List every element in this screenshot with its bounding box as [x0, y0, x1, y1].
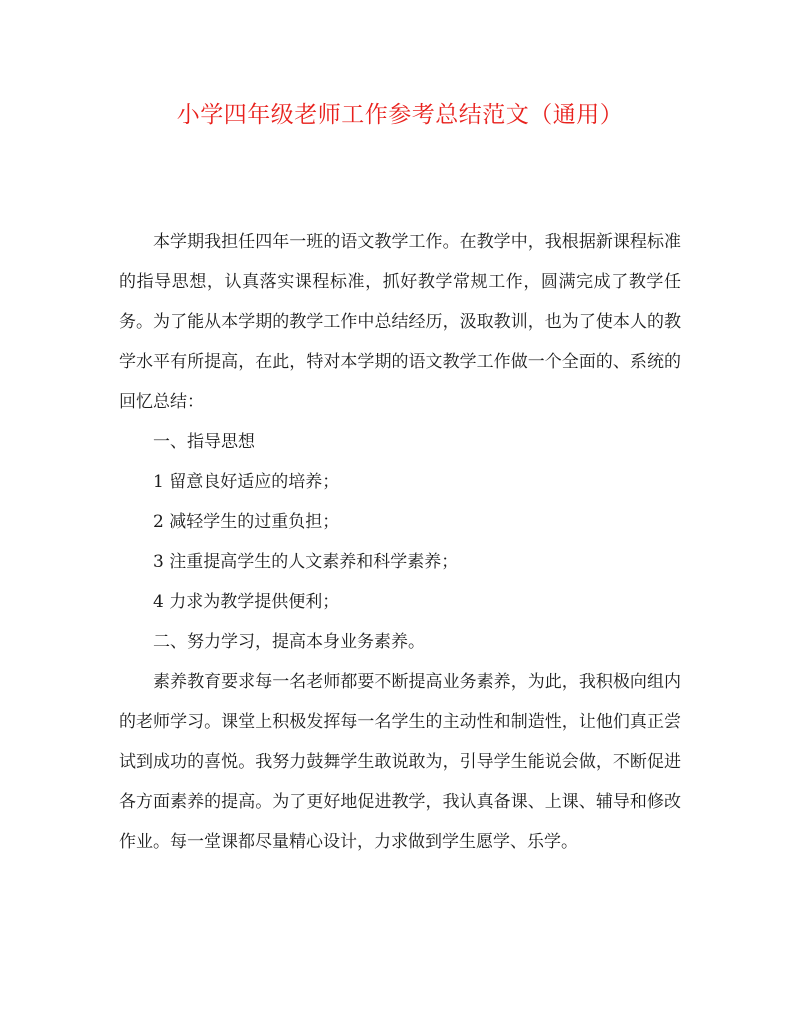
paragraph-quality-education: 素养教育要求每一名老师都要不断提高业务素养，为此，我积极向组内的老师学习。课堂上积极发挥每一名学生的主动性和制造性，让他们真正尝试到成功的喜悦。我努力鼓舞学生敢说敢为，引导学生能说会做，不断促进各方面素养的提高。为了更好地促进教学，我认真备课、上课、辅导和修改作业。每一堂课都尽量精心设计，力求做到学生愿学、乐学。 — [119, 672, 681, 852]
document-body — [119, 222, 681, 862]
list-item-3: 3 注重提高学生的人文素养和科学素养； — [153, 552, 459, 572]
document-title: 小学四年级老师工作参考总结范文（通用） — [176, 102, 624, 128]
heading-study: 二、努力学习，提高本身业务素养。 — [153, 632, 425, 652]
heading-guiding-thought: 一、指导思想 — [153, 432, 255, 452]
list-item-1: 1 留意良好适应的培养； — [153, 472, 340, 492]
list-item-2: 2 减轻学生的过重负担； — [153, 512, 340, 532]
paragraph-intro: 本学期我担任四年一班的语文教学工作。在教学中，我根据新课程标准的指导思想，认真落实课程标准，抓好教学常规工作，圆满完成了教学任务。为了能从本学期的教学工作中总结经历，汲取教训，也为了使本人的教学水平有所提高，在此，特对本学期的语文教学工作做一个全面的、系统的回忆总结： — [119, 232, 681, 412]
list-item-4: 4 力求为教学提供便利； — [153, 592, 340, 612]
